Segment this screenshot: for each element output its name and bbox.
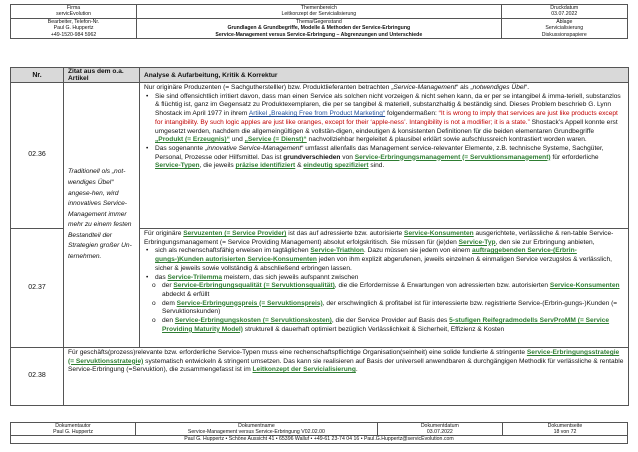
text-span: “ als „ [456, 84, 473, 91]
text-span: den [162, 317, 175, 325]
bullet-list [144, 247, 624, 282]
article-link[interactable]: Artikel „Breaking Free from Product Marketing“ [248, 110, 386, 118]
text-span: dem [162, 299, 177, 307]
text-span: jeden von ihm explizit abgerufenen, jeweils einzelnen & einmaligen Service verzugslos & verlässlich, sicher & jeweils sowie vollständig & abschließend erbringen lassen. [155, 256, 612, 272]
text-span: strukturell & dauerhaft optimiert bezüglich Verlässlichkeit & Sicherheit, Effizienz & Kosten [242, 325, 505, 333]
text-span: der [162, 282, 174, 290]
text-span: grundverschieden [283, 153, 341, 161]
analysis-cell [140, 229, 629, 348]
bullet-list [144, 93, 624, 171]
keyword-link[interactable]: Service-Typ [458, 238, 496, 246]
table-row [11, 83, 629, 229]
keyword-link[interactable]: 5-stufigen Reifegradmodells ServProMM (= Service Providing Maturity Model) [162, 317, 610, 333]
document-header [10, 4, 628, 39]
dokumentname-cell [136, 423, 378, 436]
firma-label: Firma [66, 5, 81, 11]
text-span: , der erschwinglich & profitabel ist für interessierte bzw. registrierte Service-(Erbrin-gungs-)Kunden (= Servuktionskunden) [162, 299, 618, 316]
text-span: & [295, 162, 304, 170]
dokumentdatum-cell [377, 423, 502, 436]
list-item [155, 247, 624, 273]
dokumentname-label: Dokumentname [238, 423, 275, 429]
dokumentname-value: Service-Management versus Service-Erbringung V02.02.00 [187, 429, 325, 436]
text-span: sind. [368, 162, 385, 170]
keyword-link[interactable]: Service-Erbringungsqualität (= Servuktionsqualität) [173, 282, 335, 290]
col-nr-header: Nr. [11, 68, 64, 83]
ablage-line-2: Diskussionspapiere [541, 31, 587, 38]
bearbeiter-phone: +49-1520-984 5962 [50, 31, 97, 38]
ablage-line-1: Servicialisierung [545, 25, 584, 32]
autor-label: Dokumentautor [55, 423, 91, 429]
text-span: “. [525, 84, 530, 91]
text-span: . [355, 366, 358, 374]
ablage-cell [501, 18, 627, 38]
keyword-link[interactable]: Service-Erbringungspreis (= Servuktionspreis) [176, 299, 323, 307]
text-span: Für originäre [144, 230, 184, 237]
text-span: sich als rechenschaftsfähig erweisen im tagtäglichen [155, 247, 311, 255]
quote-red: “It is wrong to imply that services are just like products except for intangibility. By such logic apples are just like oranges, except for their ‘apple-ness’. Intangibility is not a modifier; it is a state.” [155, 110, 618, 126]
thema-line-2: Service-Management versus Service-Erbringung – Abgrenzungen und Unterschiede [215, 31, 423, 38]
text-span: das [155, 273, 168, 281]
ablage-label: Ablage [556, 18, 573, 25]
text-span: , die die Erfordernisse & Erwartungen von adressierten bzw. autorisierten [334, 282, 550, 290]
text-span: notwendiges Übel [472, 84, 525, 91]
analysis-table [10, 67, 629, 406]
keyword-link[interactable]: Service-Konsumenten [404, 230, 474, 237]
autor-value: Paul G. Huppertz [53, 429, 93, 436]
text-span: für erforderliche [550, 153, 599, 161]
text-span: folgendermaßen: [385, 110, 439, 118]
text-span: von [340, 153, 355, 161]
row-number: 02.37 [11, 229, 64, 348]
text-span: innovative Service-Management [207, 144, 302, 152]
text-span: Für geschäfts(prozess)relevante bzw. erforderliche Service-Typen muss eine rechenschaftspflichtige Organisation(seinheit) eine solide fundierte & stringente [68, 349, 527, 356]
keyword-link[interactable]: Service-Triathlon [310, 247, 364, 255]
text-span: ist das auf adressierte bzw. autorisierte [286, 230, 405, 237]
quote-cell: Traditionell ols „not-wendiges Übel“ angese-hen, wird innovatives Service-Management immer mehr zu einem festen Bestandteil der Strategien großer Un-ternehmen. [64, 83, 140, 348]
col-zitat-header: Zitat aus dem o.a. Artikel [64, 68, 140, 83]
text-span: , den sie zur Erbringung anbieten, [495, 238, 595, 246]
dokumentseite-label: Dokumentseite [547, 423, 583, 429]
text-span: “ umfasst allenfalls das Management service-relevanter Elemente, z.B. technische Systeme, Sachgüter, Personal, Prozesse oder Hilfsmittel. Das ist [155, 144, 604, 161]
analysis-cell [64, 348, 629, 406]
thema-label: Thema/Gegenstand [295, 18, 342, 25]
themenbereich-value: Leitkonzept der Servicialisierung [281, 11, 357, 18]
keyword-link[interactable]: eindeutig spezifiziert [303, 162, 369, 170]
text-span: systematisch entwickeln & stringent umsetzen. Das kann sie realisieren auf Basis der universell anwendbaren & durchgängigen Methodik für verlässliche & rentable Service-Erbringung (=Servuktion), die zusammengefasst ist im [68, 357, 624, 374]
sub-list-item [162, 317, 624, 334]
dokumentdatum-label: Dokumentdatum [420, 423, 459, 429]
text-span: abdeckt & erfüllt [162, 290, 210, 298]
text-span: nachvollziehbar hergeleitet & plausibel erklärt sowie aufschlussreich kontrastiert worden waren. [306, 136, 587, 144]
table-row [11, 348, 629, 406]
keyword-link[interactable]: Service-Erbringungskosten (= Servuktionskosten) [174, 317, 332, 325]
druckdatum-value: 03.07.2022 [551, 11, 578, 18]
dokumentseite-cell [502, 423, 627, 436]
text-span: , die jeweils [199, 162, 236, 170]
keyword-link[interactable]: „Produkt (= Erzeugnis)“ [155, 136, 230, 144]
firma-value: servicEvolution [56, 11, 91, 18]
bearbeiter-cell [11, 18, 137, 38]
keyword-link[interactable]: Service-Erbringungsmanagement (= Servuktionsmanagement) [354, 153, 551, 161]
sub-bullet-list [144, 282, 624, 334]
druckdatum-label: Druckdatum [550, 5, 579, 11]
autor-cell [11, 423, 136, 436]
text-span: , die der Service Provider auf Basis des [331, 317, 450, 325]
text-span: Shostack’s Appell konnte erst umgesetzt werden, nachdem die allgemeingültigen & vollstän-digen, eindeutigen & konsistenten Definitionen für die beiden elementaren Grundbegriffe [155, 118, 618, 135]
thema-line-1: Grundlagen & Grundbegriffe, Modelle & Methoden der Service-Erbringung [227, 25, 411, 32]
sub-list-item [162, 282, 624, 299]
list-item [155, 145, 624, 171]
keyword-link[interactable]: Service-Trilemma [167, 273, 223, 281]
analysis-cell [140, 83, 629, 229]
keyword-link[interactable]: Leitkonzept der Servicialisierung [252, 366, 356, 374]
text-span: ausgerichtete, verlässliche & ren-table Service-Erbringungsmanagement (= Service Providing Management) absolut erfolgskritisch. Sie müssen für (je)den [144, 230, 614, 246]
bearbeiter-label: Bearbeiter, Telefon-Nr. [47, 18, 100, 25]
list-item [155, 274, 624, 283]
text-span: . Dazu müssen sie jedem von einem [363, 247, 473, 255]
thema-cell [137, 18, 501, 38]
row-number: 02.38 [11, 348, 64, 406]
contact-line: Paul G. Huppertz • Schöne Aussicht 41 • 65396 Walluf • +49-61 23-74 04 16 • Paul.G.Huppertz@servicEvolution.com [11, 436, 628, 443]
intro-paragraph [144, 84, 624, 93]
themenbereich-cell [137, 5, 501, 19]
text-span: Das sogenannte „ [155, 144, 208, 152]
firma-cell [11, 5, 137, 19]
col-analyse-header: Analyse & Aufarbeitung, Kritik & Korrektur [140, 68, 629, 83]
themenbereich-label: Themenbereich [300, 5, 337, 11]
sub-list-item [162, 300, 624, 317]
keyword-link[interactable]: präzise identifiziert [235, 162, 296, 170]
keyword-link[interactable]: „Service (= Dienst)“ [244, 136, 307, 144]
text-span: meistern, das sich jeweils aufspannt zwischen [222, 273, 359, 281]
intro-paragraph [144, 230, 624, 247]
keyword-link[interactable]: Servuzenten (= Service Provider) [183, 230, 287, 237]
text-span: Nur originäre Produzenten (= Sachgutherstelller) bzw. Produktlieferanten betrachten „ [144, 84, 394, 91]
bearbeiter-name: Paul G. Huppertz [53, 25, 94, 32]
table-header-row [11, 68, 629, 83]
text-span: und [229, 136, 245, 144]
keyword-link[interactable]: auftraggebenden Service-(Erbrin-gungs-)Kunden autorisierten Service-Konsumenten [155, 247, 577, 264]
intro-paragraph [68, 349, 624, 375]
list-item [155, 93, 624, 145]
row-number: 02.36 [11, 83, 64, 229]
keyword-link[interactable]: Service-Konsumenten [549, 282, 620, 290]
dokumentdatum-value: 03.07.2022 [426, 429, 453, 436]
text-span: Service-Management [393, 84, 457, 91]
text-span: Sie sind offensichtlich irritiert davon, dass man einen Service als solchen nicht vorzeigen & nicht sehen kann, da er per se intangibel & imma-teriell, substanzlos & flüchtig ist, ganz im Gegensatz zu Produktexemplaren, die per se tangibel & materiell, substanzhaltig & beständig sind. Dieses Problem beschrieb G. Lynn Shostack im April 1977 in ihrem [155, 92, 621, 118]
keyword-link[interactable]: Service-Typen [155, 162, 200, 170]
dokumentseite-value: 18 von 72 [553, 429, 577, 436]
druckdatum-cell [501, 5, 627, 19]
document-footer [10, 422, 628, 444]
keyword-link[interactable]: Service-Erbringungsstrategie (= Servuktionsstrategie) [68, 349, 620, 365]
